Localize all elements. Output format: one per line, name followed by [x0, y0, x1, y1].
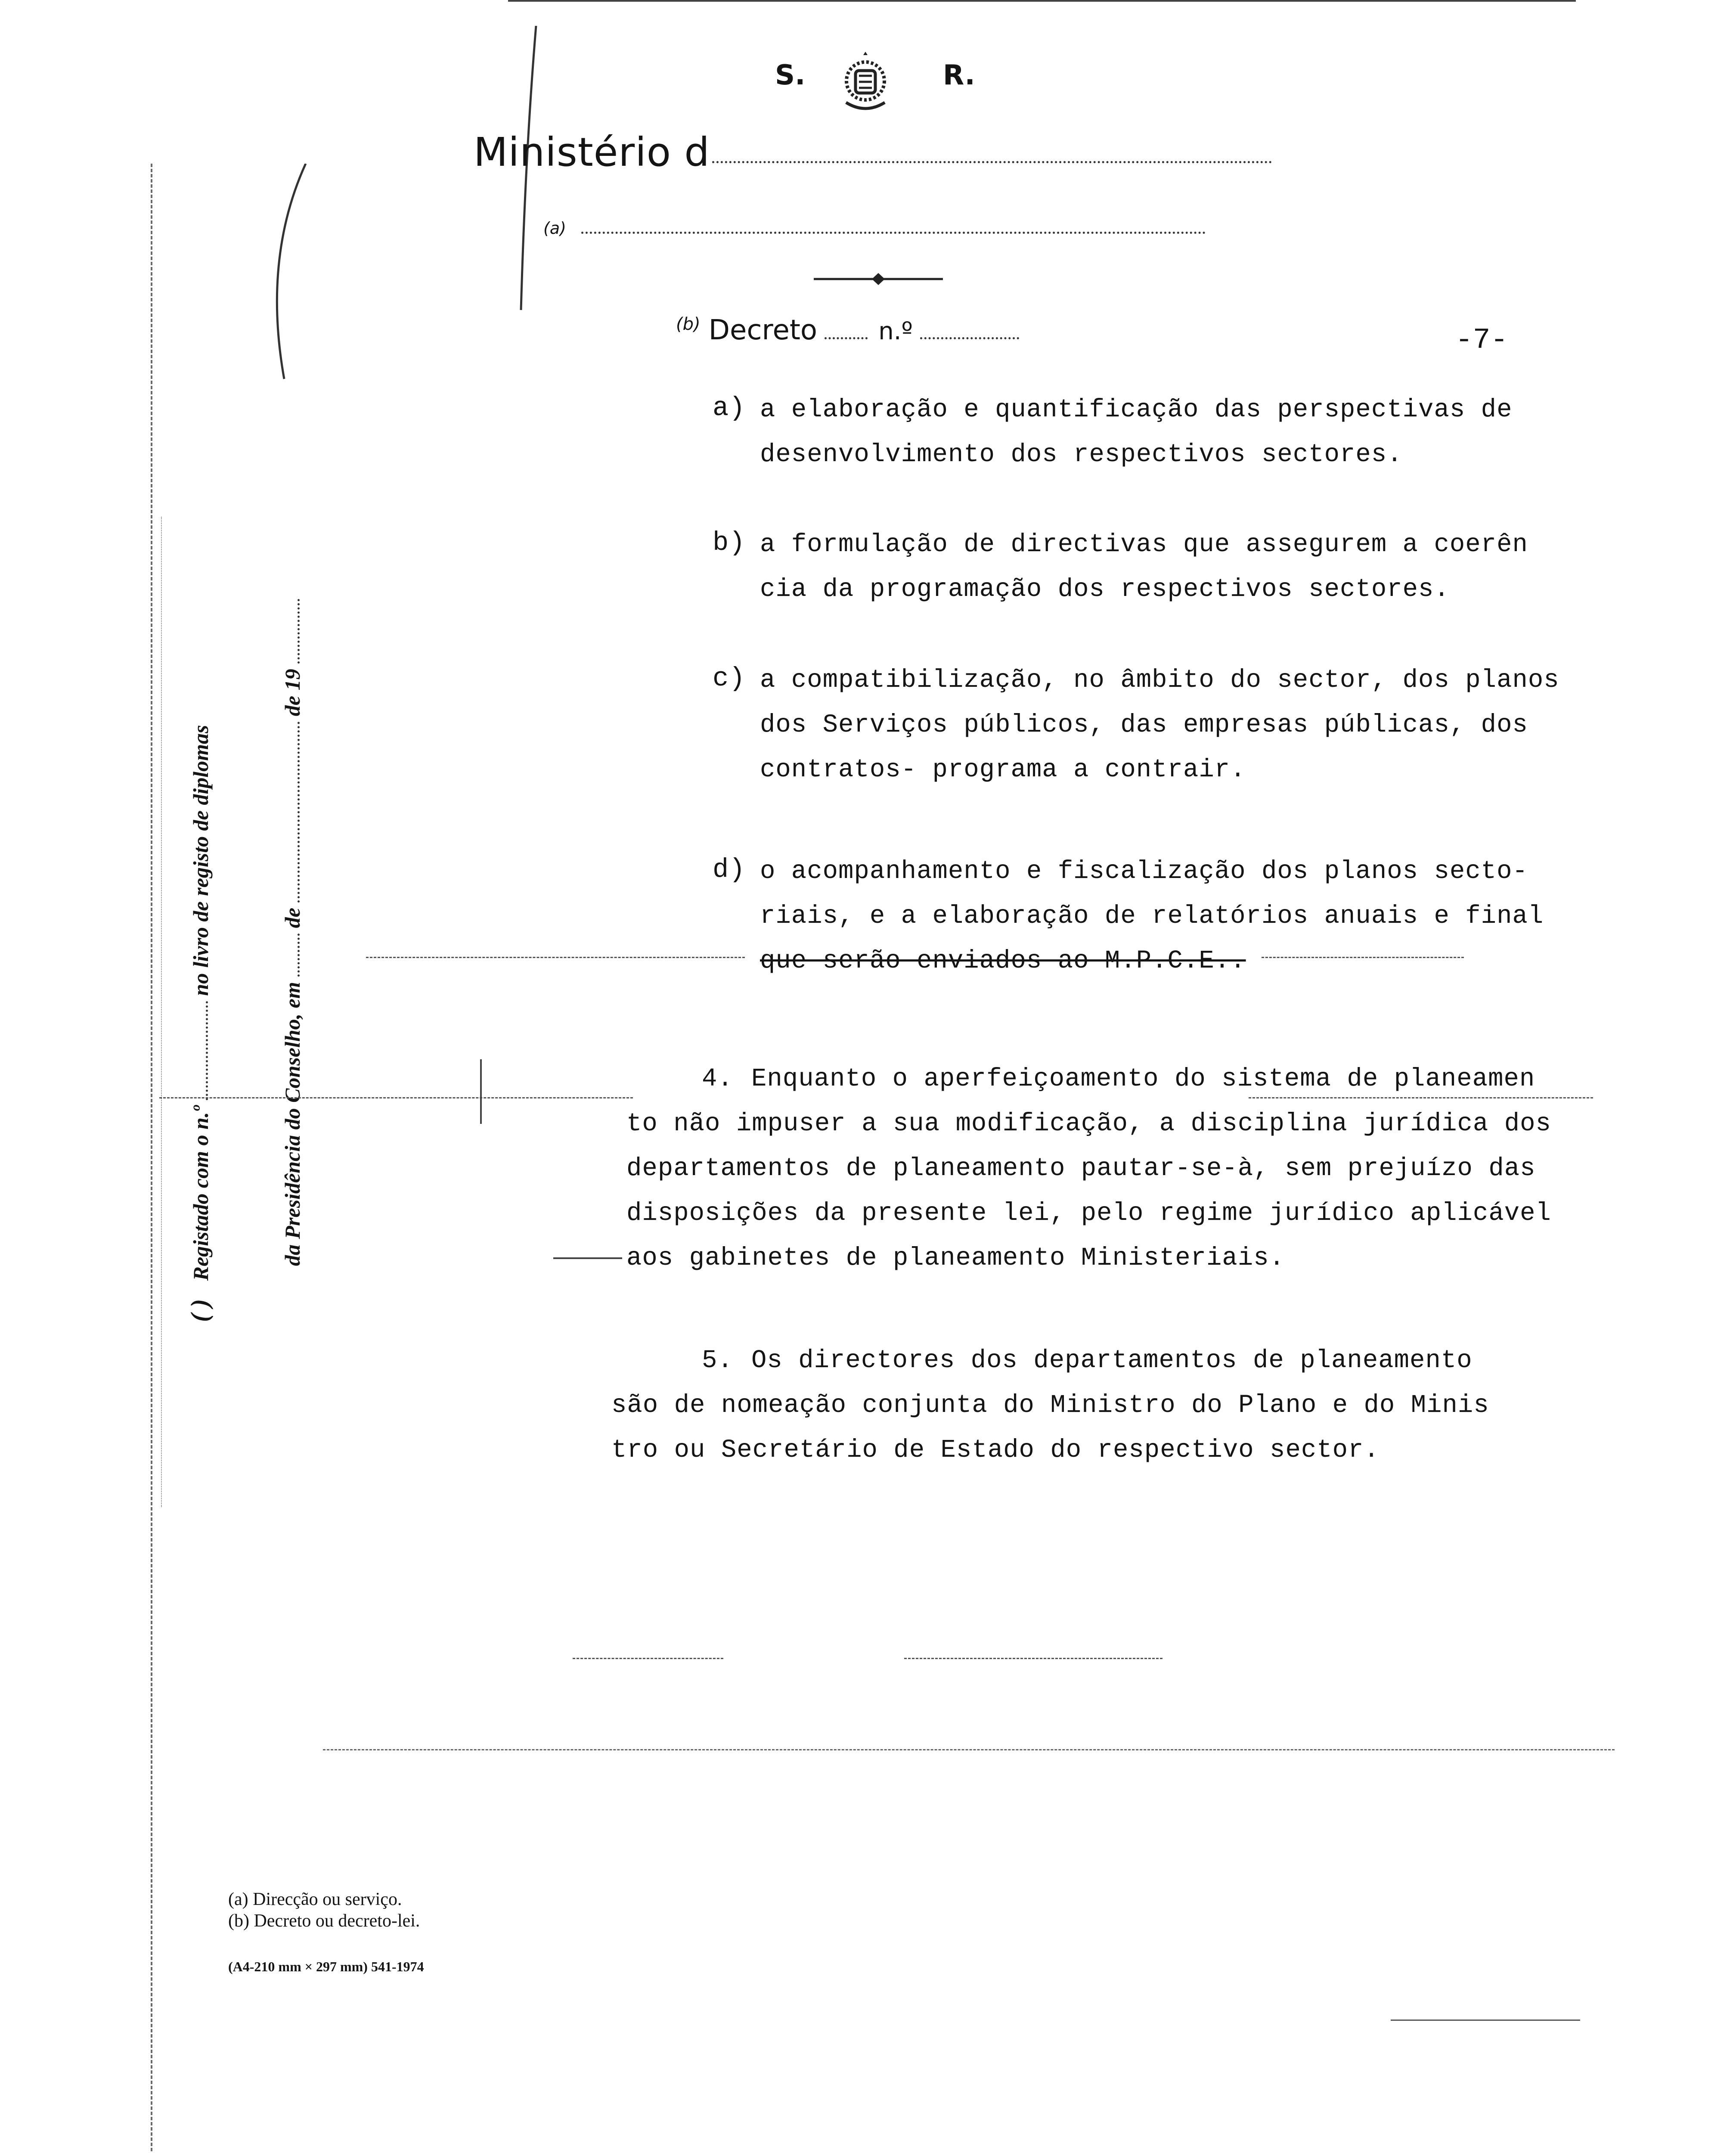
rule-para4-left	[159, 1097, 633, 1098]
stamp-line-2	[280, 599, 305, 1266]
decree-label: Decreto	[708, 314, 818, 346]
direction-blank	[581, 232, 1206, 234]
item-a-line-1: a elaboração e quantificação das perspectivas de	[760, 395, 1513, 424]
margin-stroke-top	[495, 26, 547, 327]
scan-edge-line-2	[161, 517, 162, 1507]
para5-number: 5.	[702, 1346, 733, 1375]
item-b-letter: b)	[713, 527, 746, 558]
item-d-line-1: o acompanhamento e fiscalização dos planos secto-	[760, 857, 1528, 886]
ministry-label: Ministério d	[474, 129, 710, 175]
stamp-line-1: ( ) Registado com o n.º no livro de registo de diplomas	[186, 725, 214, 1322]
stamp-de19: de 19	[280, 669, 304, 717]
rule-d-left	[366, 957, 745, 958]
rule-lower-long	[323, 1749, 1615, 1750]
margin-tick-para4	[480, 1059, 482, 1124]
decree-line	[676, 314, 1193, 349]
scan-edge-line	[151, 164, 152, 2153]
direction-marker: (a)	[543, 219, 566, 238]
para4-line-2: to não impuser a sua modificação, a disciplina jurídica dos	[626, 1109, 1551, 1138]
coat-of-arms-icon	[833, 51, 898, 115]
state-right-letter: R.	[943, 59, 975, 91]
para5-line-2: são de nomeação conjunta do Ministro do Plano e do Minis	[611, 1391, 1489, 1420]
decree-marker: (b)	[676, 314, 701, 334]
form-code: (A4-210 mm × 297 mm) 541-1974	[228, 1959, 424, 1974]
stamp-registado: Registado com o n.º	[189, 1105, 213, 1281]
decree-number-blank	[920, 337, 1019, 339]
ministry-line	[474, 129, 1292, 177]
rule-d-right	[1262, 957, 1464, 958]
direction-line	[543, 219, 1232, 245]
item-c-line-2: dos Serviços públicos, das empresas públicas, dos	[760, 710, 1528, 739]
item-c-letter: c)	[713, 663, 746, 694]
para5-line-3: tro ou Secretário de Estado do respectivo sector.	[611, 1436, 1380, 1464]
item-c-line-3: contratos- programa a contrair.	[760, 755, 1246, 784]
item-d-line-2: riais, e a elaboração de relatórios anuais e final	[760, 902, 1544, 931]
margin-dash-para4	[553, 1257, 622, 1259]
para4-line-3: departamentos de planeamento pautar-se-à, sem prejuízo das	[626, 1154, 1536, 1183]
header-state	[775, 51, 1016, 115]
footnote-b: (b) Decreto ou decreto-lei.	[228, 1911, 420, 1931]
margin-curve	[258, 164, 314, 388]
item-b-line-2: cia da programação dos respectivos sectores.	[760, 575, 1450, 604]
rule-lower-2	[904, 1658, 1162, 1659]
decree-number-label: n.º	[878, 317, 913, 345]
item-d-struck-text: que serão enviados ao M.P.C.E..	[760, 946, 1246, 975]
item-d-letter: d)	[713, 854, 746, 885]
footnotes	[228, 1889, 424, 1977]
rule-bottom	[1391, 2020, 1580, 2021]
rule-lower-1	[573, 1658, 723, 1659]
page-number: -7-	[1455, 324, 1508, 357]
stamp-de: de	[280, 908, 304, 928]
registration-stamp	[65, 474, 304, 1335]
para4-number: 4.	[702, 1064, 733, 1093]
item-a-line-2: desenvolvimento dos respectivos sectores.	[760, 440, 1403, 469]
state-left-letter: S.	[775, 59, 806, 91]
item-a-letter: a)	[713, 393, 746, 423]
decree-blank	[825, 337, 868, 339]
stamp-presidencia: da Presidência do Conselho, em	[280, 982, 304, 1266]
para4-line-5: aos gabinetes de planeamento Ministeriais.	[626, 1244, 1285, 1272]
ministry-blank	[712, 161, 1272, 163]
para5-line-1: Os directores dos departamentos de planeamento	[751, 1346, 1472, 1375]
footnote-a: (a) Direcção ou serviço.	[228, 1889, 402, 1909]
top-rule	[508, 0, 1576, 2]
item-c-line-1: a compatibilização, no âmbito do sector, dos planos	[760, 666, 1559, 695]
para4-line-4: disposições da presente lei, pelo regime jurídico aplicável	[626, 1199, 1551, 1228]
para4-line-1: Enquanto o aperfeiçoamento do sistema de planeamen	[751, 1064, 1535, 1093]
ornament-divider-icon	[814, 270, 943, 288]
item-b-line-1: a formulação de directivas que assegurem a coerên	[760, 530, 1528, 559]
rule-para4-right	[1249, 1097, 1593, 1098]
stamp-livro: no livro de registo de diplomas	[189, 725, 213, 996]
